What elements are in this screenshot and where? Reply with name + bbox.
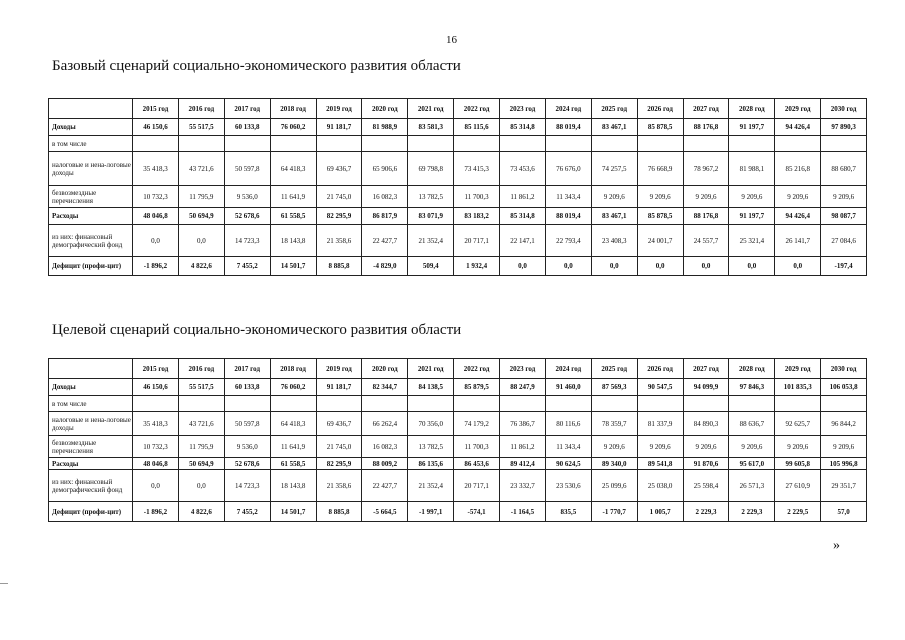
row-label: в том числе	[49, 136, 133, 152]
value-cell: 14 723,3	[224, 470, 270, 502]
value-cell: 78 359,7	[591, 412, 637, 436]
value-cell: 11 700,3	[454, 186, 500, 208]
value-cell: 88 636,7	[729, 412, 775, 436]
value-cell: 73 415,3	[454, 152, 500, 186]
value-cell: 21 358,6	[316, 470, 362, 502]
value-cell: 76 676,0	[545, 152, 591, 186]
year-header: 2024 год	[545, 359, 591, 379]
value-cell: 10 732,3	[133, 186, 179, 208]
year-header: 2015 год	[133, 359, 179, 379]
value-cell	[821, 136, 867, 152]
value-cell: 83 581,3	[408, 119, 454, 136]
value-cell: 18 143,8	[270, 225, 316, 257]
value-cell: 21 745,0	[316, 436, 362, 458]
value-cell: 96 844,2	[821, 412, 867, 436]
value-cell: 65 906,6	[362, 152, 408, 186]
value-cell: 14 723,3	[224, 225, 270, 257]
value-cell: 90 624,5	[545, 458, 591, 470]
value-cell: 99 605,8	[775, 458, 821, 470]
value-cell: 20 717,1	[454, 225, 500, 257]
value-cell: 92 625,7	[775, 412, 821, 436]
value-cell	[316, 396, 362, 412]
value-cell: 11 861,2	[500, 186, 546, 208]
value-cell: 76 668,9	[637, 152, 683, 186]
header-label-cell	[49, 99, 133, 119]
table-row	[49, 186, 867, 208]
year-header: 2026 год	[637, 359, 683, 379]
value-cell	[362, 396, 408, 412]
value-cell: 95 617,0	[729, 458, 775, 470]
value-cell: 11 343,4	[545, 436, 591, 458]
value-cell: -4 829,0	[362, 257, 408, 276]
value-cell: 82 295,9	[316, 458, 362, 470]
value-cell: 89 340,0	[591, 458, 637, 470]
value-cell: -1 770,7	[591, 502, 637, 522]
value-cell	[224, 136, 270, 152]
value-cell: 24 557,7	[683, 225, 729, 257]
value-cell: 87 569,3	[591, 379, 637, 396]
value-cell: 35 418,3	[133, 412, 179, 436]
value-cell: 48 046,8	[133, 208, 179, 225]
year-header: 2023 год	[500, 99, 546, 119]
value-cell: 13 782,5	[408, 186, 454, 208]
value-cell: 9 209,6	[775, 186, 821, 208]
value-cell: 83 071,9	[408, 208, 454, 225]
value-cell: -574,1	[454, 502, 500, 522]
value-cell: 91 181,7	[316, 379, 362, 396]
value-cell: 0,0	[637, 257, 683, 276]
value-cell: 2 229,3	[683, 502, 729, 522]
year-header: 2022 год	[454, 99, 500, 119]
table-row	[49, 396, 867, 412]
year-header: 2030 год	[821, 99, 867, 119]
value-cell: 64 418,3	[270, 412, 316, 436]
value-cell: 35 418,3	[133, 152, 179, 186]
value-cell: 91 870,6	[683, 458, 729, 470]
value-cell: 76 060,2	[270, 119, 316, 136]
year-header: 2022 год	[454, 359, 500, 379]
value-cell: 22 793,4	[545, 225, 591, 257]
value-cell: -1 997,1	[408, 502, 454, 522]
value-cell: 89 541,8	[637, 458, 683, 470]
value-cell: -197,4	[821, 257, 867, 276]
value-cell: 90 547,5	[637, 379, 683, 396]
value-cell: 9 209,6	[591, 436, 637, 458]
value-cell	[270, 396, 316, 412]
value-cell: 7 455,2	[224, 502, 270, 522]
table-header-row	[49, 99, 867, 119]
value-cell: 0,0	[133, 470, 179, 502]
value-cell: 10 732,3	[133, 436, 179, 458]
value-cell: 21 358,6	[316, 225, 362, 257]
value-cell: 48 046,8	[133, 458, 179, 470]
year-header: 2017 год	[224, 99, 270, 119]
value-cell: 94 426,4	[775, 208, 821, 225]
value-cell: 835,5	[545, 502, 591, 522]
value-cell: 84 138,5	[408, 379, 454, 396]
value-cell: 26 571,3	[729, 470, 775, 502]
value-cell	[545, 396, 591, 412]
year-header: 2028 год	[729, 359, 775, 379]
year-header: 2018 год	[270, 99, 316, 119]
row-label: Доходы	[49, 119, 133, 136]
value-cell	[637, 396, 683, 412]
value-cell: 86 453,6	[454, 458, 500, 470]
value-cell: 50 597,8	[224, 152, 270, 186]
value-cell	[683, 136, 729, 152]
value-cell	[775, 136, 821, 152]
table-row	[49, 225, 867, 257]
table-row	[49, 136, 867, 152]
year-header: 2019 год	[316, 359, 362, 379]
row-label: Расходы	[49, 208, 133, 225]
year-header: 2015 год	[133, 99, 179, 119]
year-header: 2024 год	[545, 99, 591, 119]
value-cell	[178, 396, 224, 412]
table-header-row	[49, 359, 867, 379]
value-cell: 18 143,8	[270, 470, 316, 502]
value-cell: 46 150,6	[133, 119, 179, 136]
value-cell: 88 019,4	[545, 208, 591, 225]
value-cell	[270, 136, 316, 152]
year-header: 2016 год	[178, 99, 224, 119]
table-row	[49, 119, 867, 136]
value-cell: 16 082,3	[362, 436, 408, 458]
value-cell: 50 597,8	[224, 412, 270, 436]
value-cell	[821, 396, 867, 412]
value-cell	[591, 136, 637, 152]
value-cell: 26 141,7	[775, 225, 821, 257]
row-label: Доходы	[49, 379, 133, 396]
value-cell: 21 745,0	[316, 186, 362, 208]
value-cell: 82 344,7	[362, 379, 408, 396]
value-cell: 82 295,9	[316, 208, 362, 225]
value-cell	[454, 136, 500, 152]
year-header: 2027 год	[683, 99, 729, 119]
value-cell: 25 099,6	[591, 470, 637, 502]
value-cell	[683, 396, 729, 412]
row-label: из них: финансовый демографический фонд	[49, 470, 133, 502]
year-header: 2018 год	[270, 359, 316, 379]
value-cell: 22 427,7	[362, 470, 408, 502]
value-cell: 1 932,4	[454, 257, 500, 276]
year-header: 2029 год	[775, 359, 821, 379]
value-cell: 81 988,9	[362, 119, 408, 136]
value-cell: 85 879,5	[454, 379, 500, 396]
value-cell: 74 257,5	[591, 152, 637, 186]
value-cell: 83 183,2	[454, 208, 500, 225]
value-cell: 66 262,4	[362, 412, 408, 436]
row-label: Дефицит (профи-цит)	[49, 502, 133, 522]
closing-quote-mark: »	[833, 538, 840, 553]
value-cell: 57,0	[821, 502, 867, 522]
value-cell: 22 427,7	[362, 225, 408, 257]
value-cell: 9 209,6	[591, 186, 637, 208]
value-cell	[133, 396, 179, 412]
year-header: 2025 год	[591, 99, 637, 119]
value-cell: 9 209,6	[775, 436, 821, 458]
value-cell	[637, 136, 683, 152]
value-cell: 509,4	[408, 257, 454, 276]
target-scenario-table	[48, 358, 867, 522]
value-cell: 69 436,7	[316, 152, 362, 186]
row-label: в том числе	[49, 396, 133, 412]
value-cell: 105 996,8	[821, 458, 867, 470]
year-header: 2020 год	[362, 99, 408, 119]
value-cell: 14 501,7	[270, 502, 316, 522]
value-cell: 14 501,7	[270, 257, 316, 276]
value-cell	[545, 136, 591, 152]
header-label-cell	[49, 359, 133, 379]
value-cell: 9 536,0	[224, 186, 270, 208]
value-cell: 21 352,4	[408, 225, 454, 257]
table-row	[49, 379, 867, 396]
page-edge-mark	[0, 583, 8, 584]
base-scenario-table	[48, 98, 867, 276]
value-cell: 97 846,3	[729, 379, 775, 396]
year-header: 2025 год	[591, 359, 637, 379]
value-cell: 70 356,0	[408, 412, 454, 436]
value-cell: 0,0	[775, 257, 821, 276]
value-cell: 69 436,7	[316, 412, 362, 436]
year-header: 2023 год	[500, 359, 546, 379]
value-cell: 89 412,4	[500, 458, 546, 470]
value-cell: 21 352,4	[408, 470, 454, 502]
year-header: 2027 год	[683, 359, 729, 379]
value-cell: 76 386,7	[500, 412, 546, 436]
section-title-base: Базовый сценарий социально-экономического развития области	[52, 58, 461, 74]
value-cell: 4 822,6	[178, 502, 224, 522]
value-cell	[408, 136, 454, 152]
value-cell: 11 641,9	[270, 186, 316, 208]
value-cell: 23 408,3	[591, 225, 637, 257]
value-cell: 9 536,0	[224, 436, 270, 458]
table-row	[49, 470, 867, 502]
value-cell: 0,0	[178, 225, 224, 257]
value-cell	[178, 136, 224, 152]
value-cell: 4 822,6	[178, 257, 224, 276]
value-cell: 52 678,6	[224, 208, 270, 225]
value-cell: 43 721,6	[178, 412, 224, 436]
value-cell: 81 337,9	[637, 412, 683, 436]
table-row	[49, 208, 867, 225]
value-cell: 81 988,1	[729, 152, 775, 186]
year-header: 2026 год	[637, 99, 683, 119]
value-cell	[729, 136, 775, 152]
value-cell: 106 053,8	[821, 379, 867, 396]
year-header: 2021 год	[408, 359, 454, 379]
value-cell: 61 558,5	[270, 208, 316, 225]
value-cell: 52 678,6	[224, 458, 270, 470]
section-title-target: Целевой сценарий социально-экономического развития области	[52, 322, 462, 338]
value-cell: 25 038,0	[637, 470, 683, 502]
row-label: налоговые и нена-логовые доходы	[49, 412, 133, 436]
value-cell: 97 890,3	[821, 119, 867, 136]
table-row	[49, 412, 867, 436]
row-label: Дефицит (профи-цит)	[49, 257, 133, 276]
value-cell: 16 082,3	[362, 186, 408, 208]
value-cell: 9 209,6	[729, 436, 775, 458]
value-cell: 23 530,6	[545, 470, 591, 502]
value-cell: 91 181,7	[316, 119, 362, 136]
year-header: 2021 год	[408, 99, 454, 119]
value-cell	[224, 396, 270, 412]
value-cell: 91 197,7	[729, 119, 775, 136]
value-cell: 98 087,7	[821, 208, 867, 225]
value-cell: 43 721,6	[178, 152, 224, 186]
table-row	[49, 502, 867, 522]
value-cell: 61 558,5	[270, 458, 316, 470]
value-cell: 11 795,9	[178, 436, 224, 458]
value-cell: 0,0	[545, 257, 591, 276]
value-cell: 11 641,9	[270, 436, 316, 458]
value-cell	[408, 396, 454, 412]
value-cell: 55 517,5	[178, 119, 224, 136]
value-cell: 85 878,5	[637, 208, 683, 225]
value-cell: 85 216,8	[775, 152, 821, 186]
value-cell: 9 209,6	[821, 186, 867, 208]
value-cell: 9 209,6	[821, 436, 867, 458]
value-cell: 22 147,1	[500, 225, 546, 257]
value-cell	[775, 396, 821, 412]
value-cell: 23 332,7	[500, 470, 546, 502]
value-cell	[454, 396, 500, 412]
value-cell: 2 229,3	[729, 502, 775, 522]
value-cell: 83 467,1	[591, 208, 637, 225]
value-cell: 94 099,9	[683, 379, 729, 396]
year-header: 2029 год	[775, 99, 821, 119]
page-number: 16	[446, 34, 457, 46]
row-label: Расходы	[49, 458, 133, 470]
value-cell: 64 418,3	[270, 152, 316, 186]
value-cell	[591, 396, 637, 412]
value-cell: 0,0	[729, 257, 775, 276]
value-cell: 9 209,6	[637, 436, 683, 458]
value-cell: -5 664,5	[362, 502, 408, 522]
value-cell	[316, 136, 362, 152]
value-cell: 11 700,3	[454, 436, 500, 458]
value-cell	[500, 136, 546, 152]
value-cell: 50 694,9	[178, 208, 224, 225]
value-cell: 88 176,8	[683, 119, 729, 136]
table-row	[49, 458, 867, 470]
value-cell	[729, 396, 775, 412]
value-cell: 25 598,4	[683, 470, 729, 502]
value-cell: 83 467,1	[591, 119, 637, 136]
value-cell: 11 343,4	[545, 186, 591, 208]
value-cell	[362, 136, 408, 152]
value-cell: 80 116,6	[545, 412, 591, 436]
value-cell: 9 209,6	[683, 436, 729, 458]
value-cell: 1 005,7	[637, 502, 683, 522]
value-cell: 0,0	[500, 257, 546, 276]
value-cell: 88 009,2	[362, 458, 408, 470]
row-label: безвозмездные перечисления	[49, 186, 133, 208]
value-cell: 73 453,6	[500, 152, 546, 186]
value-cell: 24 001,7	[637, 225, 683, 257]
value-cell: 85 314,8	[500, 208, 546, 225]
value-cell: 25 321,4	[729, 225, 775, 257]
value-cell: 78 967,2	[683, 152, 729, 186]
value-cell: 7 455,2	[224, 257, 270, 276]
value-cell: 85 115,6	[454, 119, 500, 136]
value-cell	[500, 396, 546, 412]
value-cell: 13 782,5	[408, 436, 454, 458]
value-cell: 91 197,7	[729, 208, 775, 225]
value-cell: 0,0	[591, 257, 637, 276]
table-row	[49, 257, 867, 276]
value-cell: 69 798,8	[408, 152, 454, 186]
value-cell: 11 861,2	[500, 436, 546, 458]
table-row	[49, 436, 867, 458]
value-cell: 88 019,4	[545, 119, 591, 136]
value-cell: -1 896,2	[133, 502, 179, 522]
year-header: 2016 год	[178, 359, 224, 379]
value-cell: -1 164,5	[500, 502, 546, 522]
value-cell: 85 314,8	[500, 119, 546, 136]
value-cell: 84 890,3	[683, 412, 729, 436]
value-cell: 74 179,2	[454, 412, 500, 436]
value-cell: 11 795,9	[178, 186, 224, 208]
year-header: 2030 год	[821, 359, 867, 379]
year-header: 2020 год	[362, 359, 408, 379]
value-cell: 50 694,9	[178, 458, 224, 470]
value-cell: 76 060,2	[270, 379, 316, 396]
value-cell: 94 426,4	[775, 119, 821, 136]
value-cell: 46 150,6	[133, 379, 179, 396]
value-cell: 86 135,6	[408, 458, 454, 470]
row-label: безвозмездные перечисления	[49, 436, 133, 458]
value-cell: 88 680,7	[821, 152, 867, 186]
year-header: 2017 год	[224, 359, 270, 379]
value-cell: 86 817,9	[362, 208, 408, 225]
value-cell: 91 460,0	[545, 379, 591, 396]
value-cell: 0,0	[133, 225, 179, 257]
value-cell: 60 133,8	[224, 379, 270, 396]
value-cell: 27 084,6	[821, 225, 867, 257]
value-cell: 88 247,9	[500, 379, 546, 396]
value-cell: 9 209,6	[683, 186, 729, 208]
value-cell: 9 209,6	[637, 186, 683, 208]
value-cell: 2 229,5	[775, 502, 821, 522]
table-row	[49, 152, 867, 186]
value-cell: 60 133,8	[224, 119, 270, 136]
value-cell: 8 885,8	[316, 257, 362, 276]
row-label: из них: финансовый демографический фонд	[49, 225, 133, 257]
value-cell: 88 176,8	[683, 208, 729, 225]
value-cell: -1 896,2	[133, 257, 179, 276]
row-label: налоговые и нена-логовые доходы	[49, 152, 133, 186]
year-header: 2028 год	[729, 99, 775, 119]
value-cell: 55 517,5	[178, 379, 224, 396]
value-cell: 8 885,8	[316, 502, 362, 522]
value-cell: 29 351,7	[821, 470, 867, 502]
value-cell: 9 209,6	[729, 186, 775, 208]
value-cell: 0,0	[178, 470, 224, 502]
value-cell: 101 835,3	[775, 379, 821, 396]
value-cell: 85 878,5	[637, 119, 683, 136]
value-cell: 27 610,9	[775, 470, 821, 502]
value-cell: 20 717,1	[454, 470, 500, 502]
value-cell	[133, 136, 179, 152]
value-cell: 0,0	[683, 257, 729, 276]
year-header: 2019 год	[316, 99, 362, 119]
